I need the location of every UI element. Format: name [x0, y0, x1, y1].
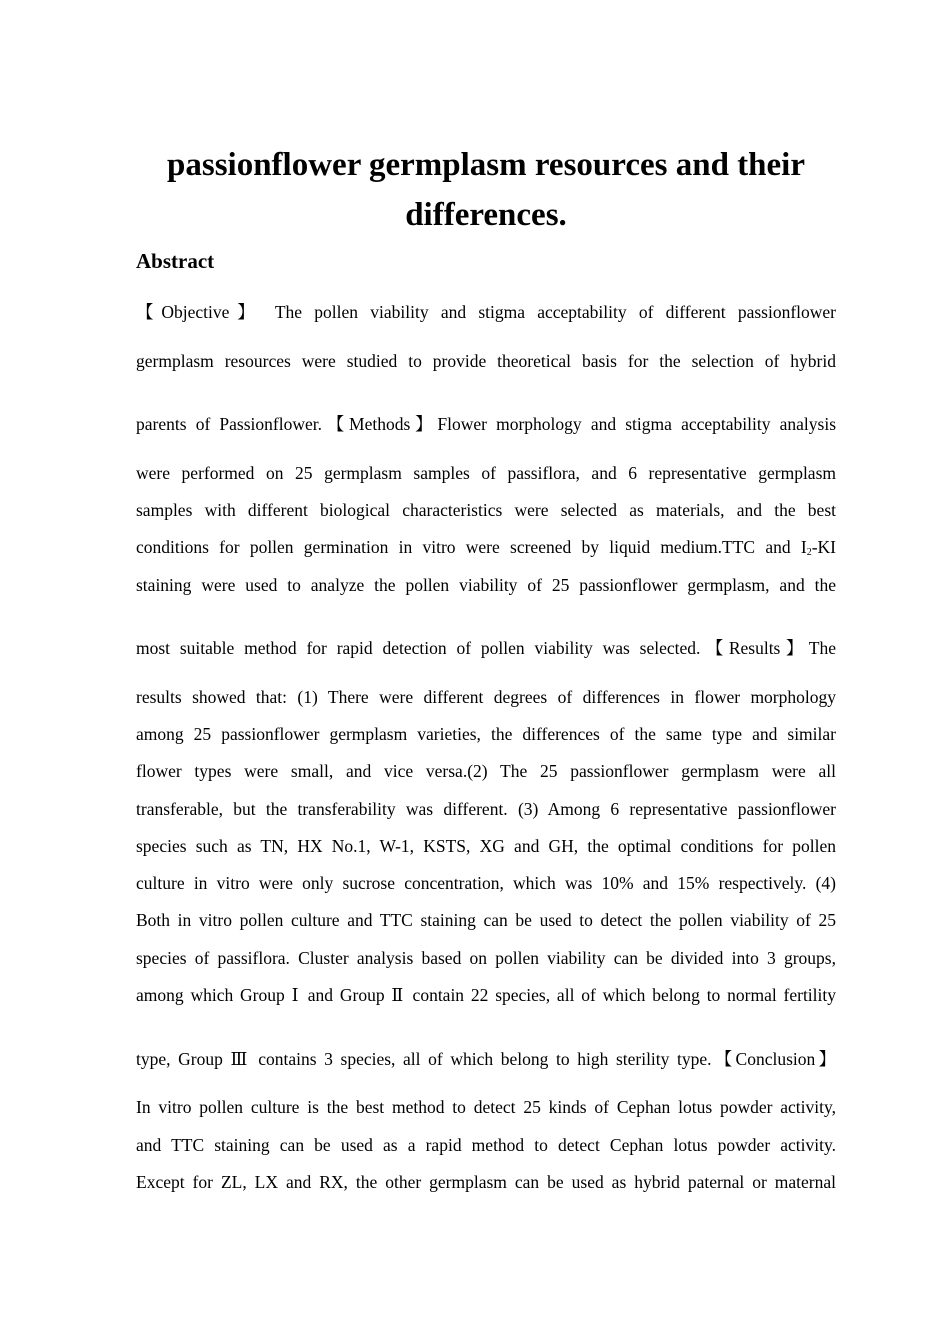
- abstract-line-text: conditions for pollen germination in vitro were screened by liquid medium.TTC and I: [136, 537, 807, 557]
- title-line-2: differences.: [405, 197, 567, 233]
- subscript-2: 2: [806, 547, 812, 558]
- abstract-line: In vitro pollen culture is the best method to detect 25 kinds of Cephan lotus powder activity,: [136, 1097, 836, 1117]
- abstract-line: germplasm resources were studied to provide theoretical basis for the selection of hybrid: [136, 351, 836, 371]
- abstract-line: among 25 passionflower germplasm varieties, the differences of the same type and similar: [136, 724, 836, 744]
- abstract-line: species such as TN, HX No.1, W-1, KSTS, XG and GH, the optimal conditions for pollen: [136, 836, 836, 856]
- abstract-line: among which Group Ⅰ and Group Ⅱ contain 22 species, all of which belong to normal fertility: [136, 985, 836, 1005]
- page-title: [136, 140, 836, 240]
- abstract-line: Except for ZL, LX and RX, the other germplasm can be used as hybrid paternal or maternal: [136, 1172, 836, 1192]
- abstract-line: parents of Passionflower.【Methods】Flower morphology and stigma acceptability analysis: [136, 414, 836, 434]
- title-line-1: passionflower germplasm resources and their: [167, 147, 805, 183]
- abstract-line: were performed on 25 germplasm samples of passiflora, and 6 representative germplasm: [136, 463, 836, 483]
- abstract-line: species of passiflora. Cluster analysis based on pollen viability can be divided into 3 groups,: [136, 948, 836, 968]
- abstract-line: flower types were small, and vice versa.(2) The 25 passionflower germplasm were all: [136, 761, 836, 781]
- abstract-line: 【Objective】 The pollen viability and stigma acceptability of different passionflower: [136, 302, 836, 322]
- abstract-line: staining were used to analyze the pollen viability of 25 passionflower germplasm, and the: [136, 575, 836, 595]
- abstract-line: transferable, but the transferability was different. (3) Among 6 representative passionflower: [136, 799, 836, 819]
- abstract-line: results showed that: (1) There were different degrees of differences in flower morphology: [136, 687, 836, 707]
- abstract-heading: Abstract: [136, 249, 215, 273]
- formula-suffix: -KI: [811, 537, 836, 557]
- abstract-line: type, Group Ⅲ contains 3 species, all of which belong to high sterility type.【Conclusion】: [136, 1049, 836, 1069]
- abstract-line: and TTC staining can be used as a rapid method to detect Cephan lotus powder activity.: [136, 1135, 836, 1155]
- abstract-line-with-formula: [136, 532, 836, 562]
- abstract-line: most suitable method for rapid detection of pollen viability was selected.【Results】The: [136, 638, 836, 658]
- abstract-line: Both in vitro pollen culture and TTC staining can be used to detect the pollen viability of 25: [136, 910, 836, 930]
- abstract-line: samples with different biological characteristics were selected as materials, and the best: [136, 500, 836, 520]
- abstract-line: culture in vitro were only sucrose concentration, which was 10% and 15% respectively. (4): [136, 873, 836, 893]
